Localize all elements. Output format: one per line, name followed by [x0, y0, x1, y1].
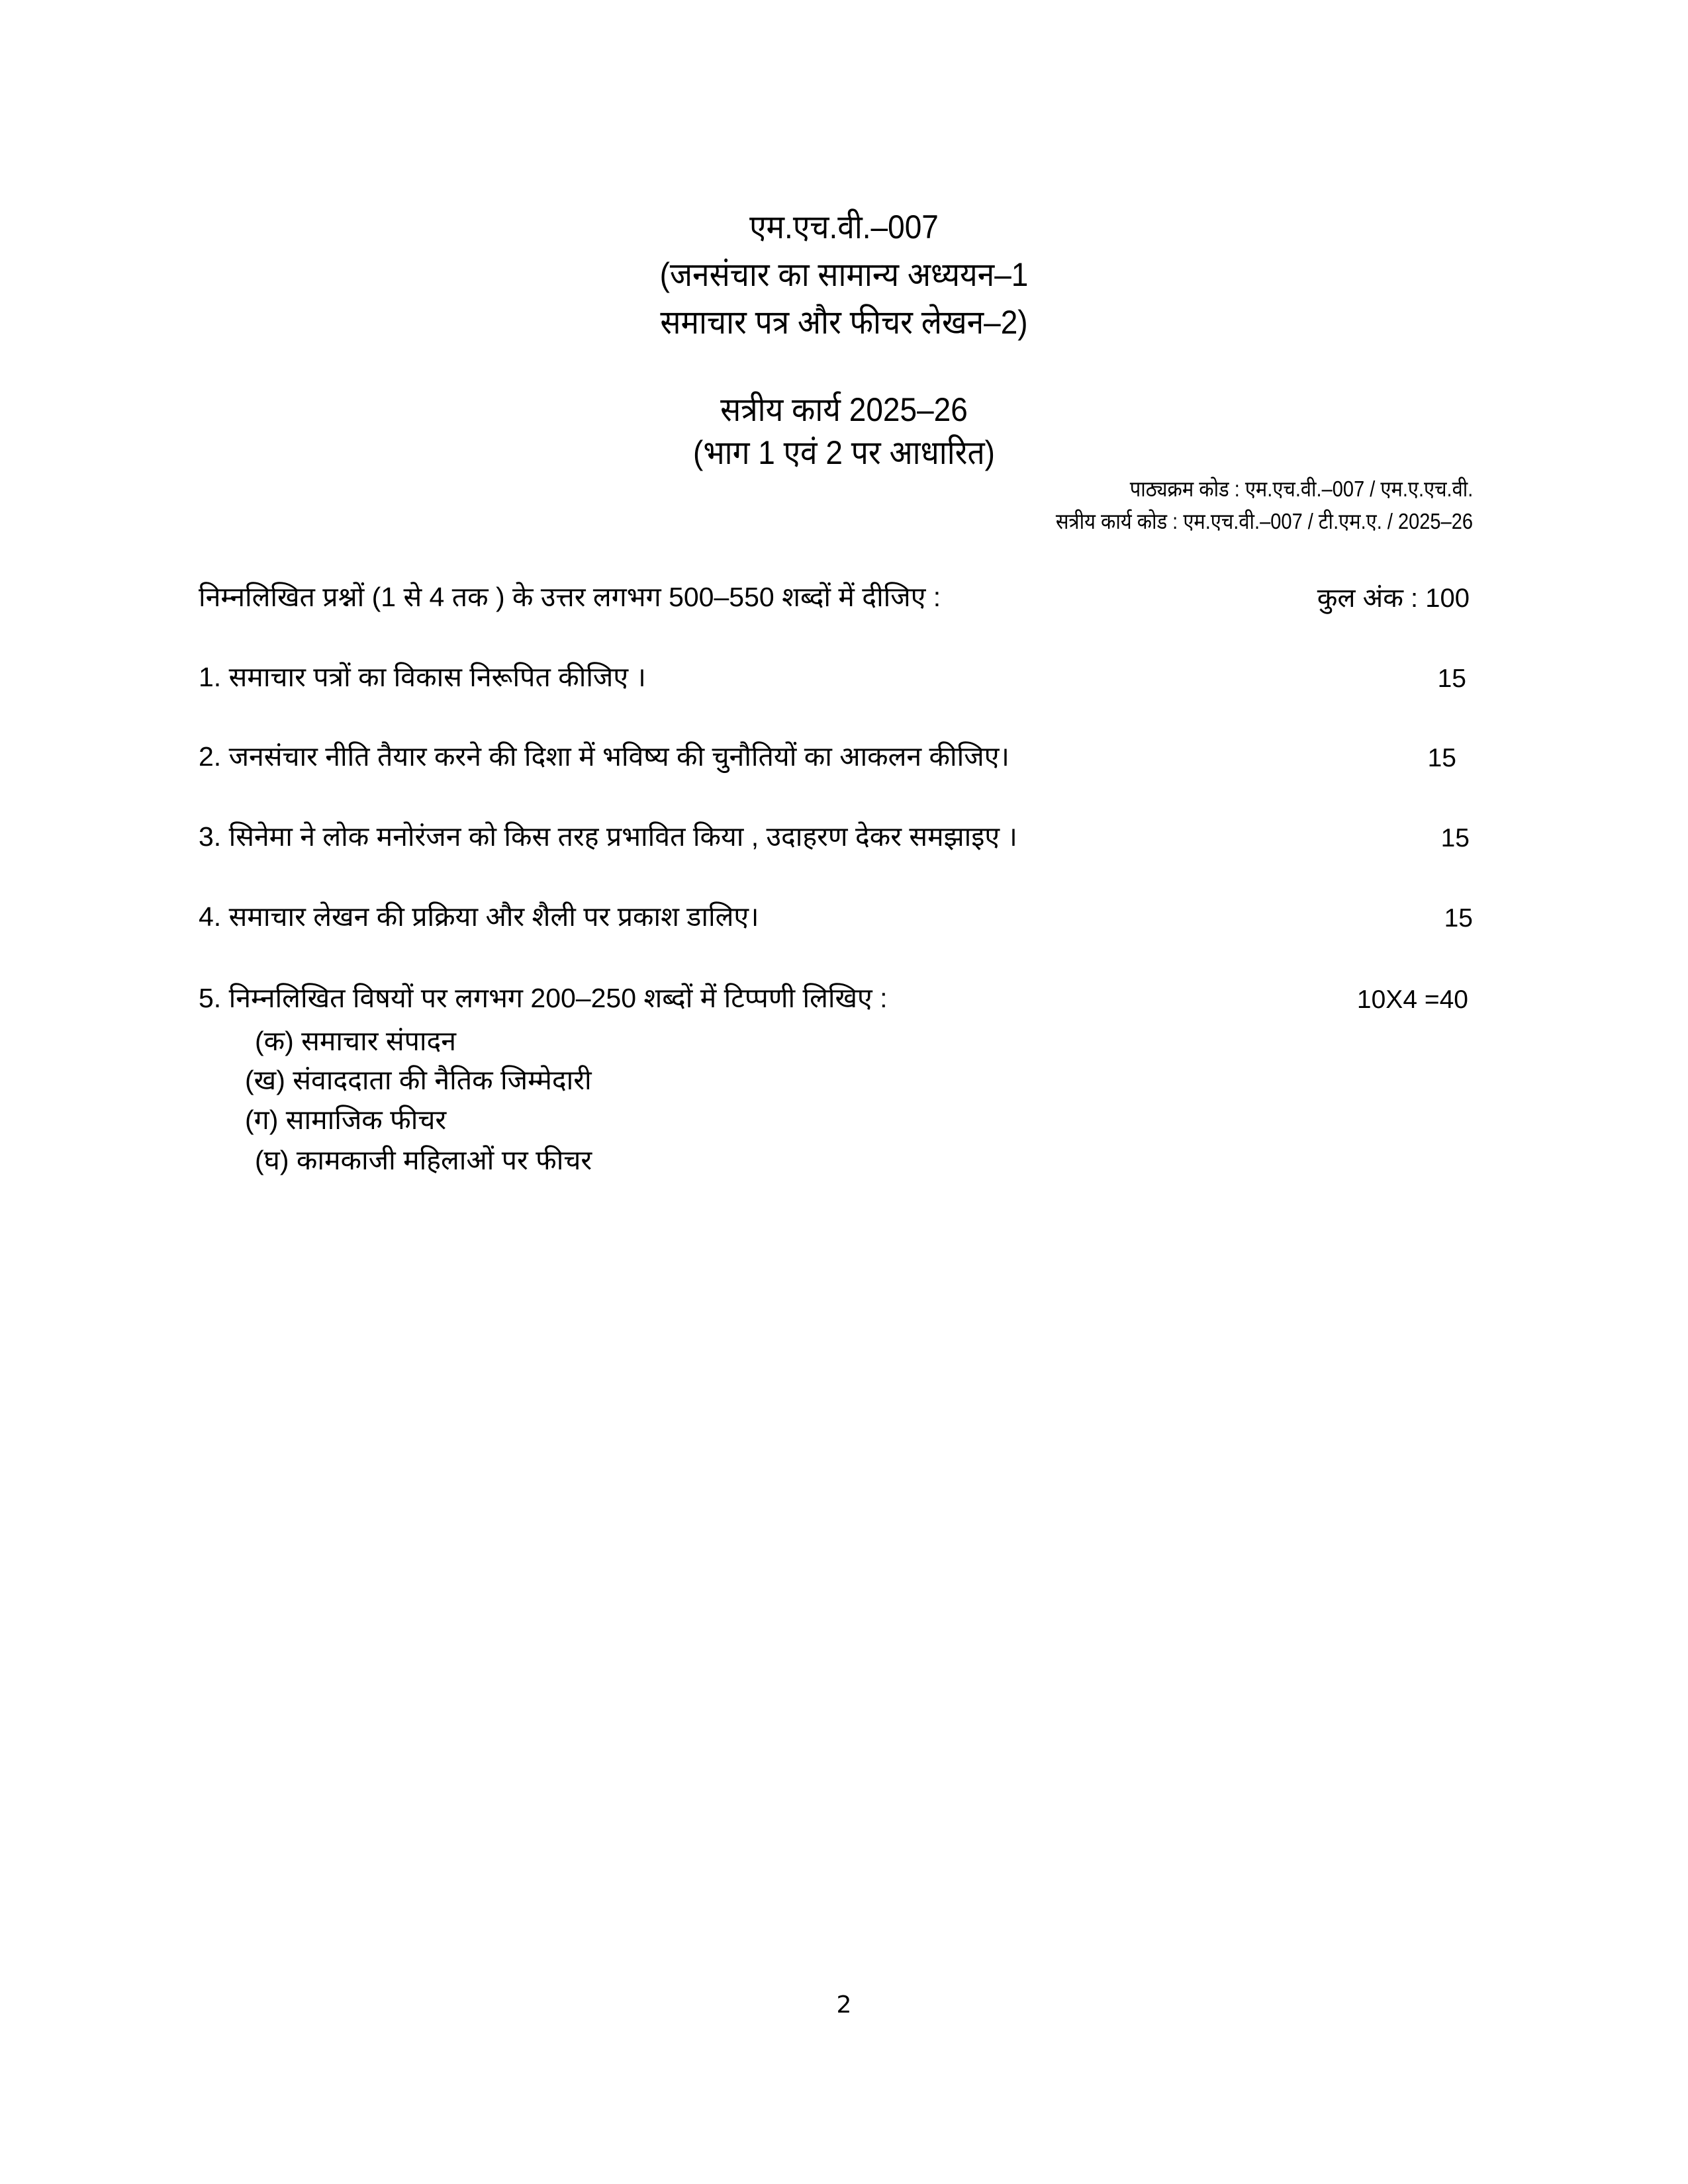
assignment-basis: (भाग 1 एवं 2 पर आधारित): [693, 434, 995, 471]
question-3-marks: 15: [1440, 824, 1470, 852]
subitem-ga: (ग) सामाजिक फीचर: [245, 1105, 447, 1135]
syllabus-code: पाठ्यक्रम कोड : एम.एच.वी.–007 / एम.ए.एच.वी.: [1129, 477, 1473, 501]
subitem-ka: (क) समाचार संपादन: [255, 1026, 457, 1056]
subitem-gha: (घ) कामकाजी महिलाओं पर फीचर: [255, 1145, 592, 1175]
question-4: 4. समाचार लेखन की प्रक्रिया और शैली पर प्रकाश डालिए।: [199, 901, 759, 932]
question-3: 3. सिनेमा ने लोक मनोरंजन को किस तरह प्रभावित किया , उदाहरण देकर समझाइए ।: [199, 821, 1017, 852]
question-5: 5. निम्नलिखित विषयों पर लगभग 200–250 शब्दों में टिप्पणी लिखिए :: [199, 983, 888, 1013]
question-2-marks: 15: [1427, 744, 1456, 772]
question-5-marks: 10X4 =40: [1356, 985, 1468, 1014]
assignment-code: सत्रीय कार्य कोड : एम.एच.वी.–007 / टी.एम.ए. / 2025–26: [1055, 509, 1473, 533]
question-1-marks: 15: [1437, 664, 1466, 693]
subitem-kha: (ख) संवाददाता की नैतिक जिम्मेदारी: [245, 1065, 592, 1095]
instructions-text: निम्नलिखित प्रश्नों (1 से 4 तक ) के उत्तर लगभग 500–550 शब्दों में दीजिए :: [199, 582, 941, 612]
question-1: 1. समाचार पत्रों का विकास निरूपित कीजिए ।: [199, 662, 646, 692]
total-marks: कुल अंक : 100: [1317, 584, 1470, 613]
course-title-line-2: समाचार पत्र और फीचर लेखन–2): [660, 304, 1028, 341]
course-code-heading: एम.एच.वी.–007: [749, 208, 939, 246]
question-2: 2. जनसंचार नीति तैयार करने की दिशा में भविष्य की चुनौतियों का आकलन कीजिए।: [199, 741, 1009, 772]
assignment-title: सत्रीय कार्य 2025–26: [720, 391, 968, 428]
question-4-marks: 15: [1444, 904, 1473, 933]
course-title-line-1: (जनसंचार का सामान्य अध्ययन–1: [659, 256, 1029, 293]
page-number: 2: [836, 1991, 852, 2019]
